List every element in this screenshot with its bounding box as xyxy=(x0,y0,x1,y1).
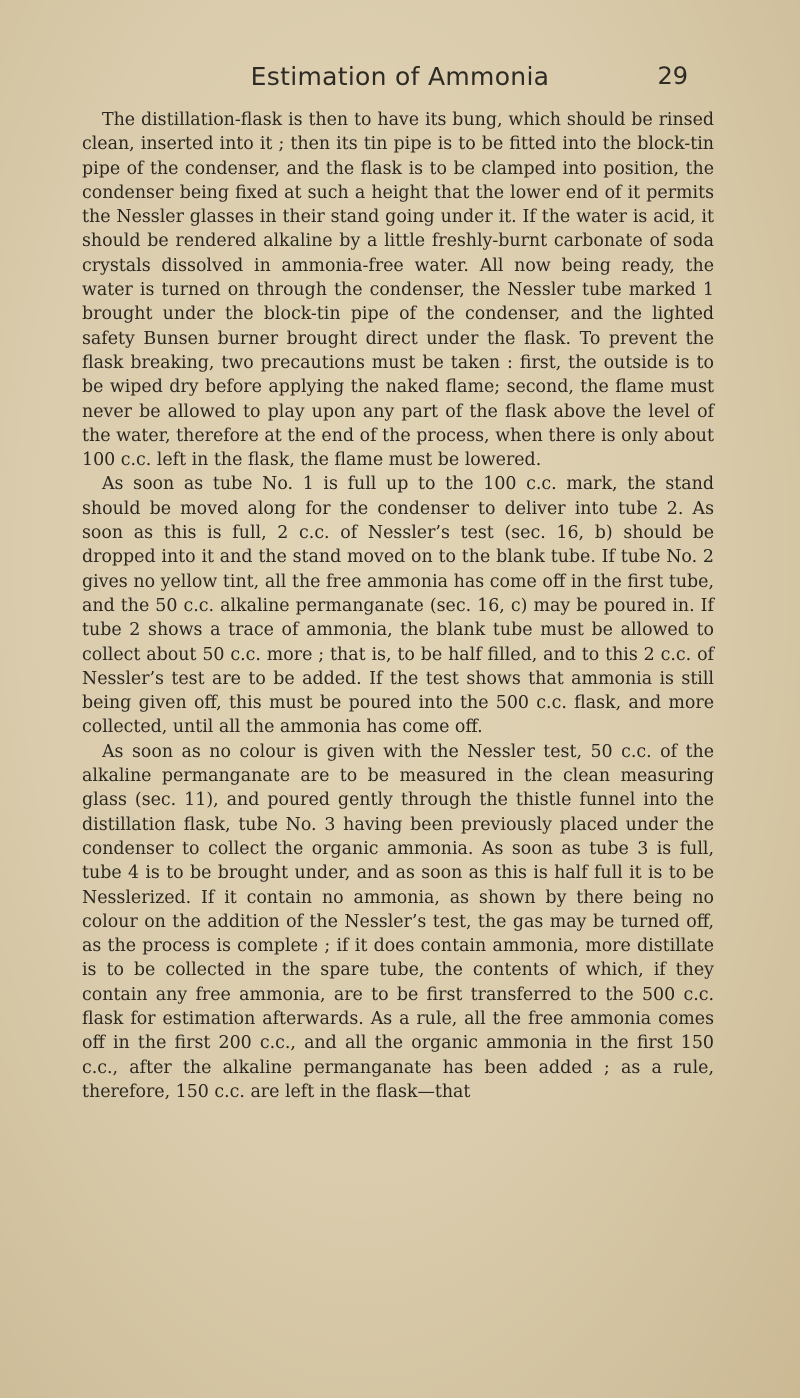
page-header xyxy=(0,62,800,98)
running-head: Estimation of Ammonia xyxy=(250,62,550,91)
paragraph: The distillation-flask is then to have its bung, which should be rinsed clean, inserted into it ; then its tin pipe is to be fitted into the block-tin pipe of the condenser, and the flask is to be clamped into position, the condenser being fixed at such a height that the lower end of it permits the Nessler glasses in their stand going under it. If the water is acid, it should be rendered alkaline by a little freshly-burnt carbonate of soda crystals dissolved in ammonia-free water. All now being ready, the water is turned on through the condenser, the Nessler tube marked 1 brought under the block-tin pipe of the condenser, and the lighted safety Bunsen burner brought direct under the flask. To prevent the flask breaking, two precautions must be taken : first, the outside is to be wiped dry before applying the naked flame; second, the flame must never be allowed to play upon any part of the flask above the level of the water, therefore at the end of the process, when there is only about 100 c.c. left in the flask, the flame must be lowered. xyxy=(82,110,714,471)
body-text xyxy=(82,108,714,1104)
paragraph: As soon as tube No. 1 is full up to the 100 c.c. mark, the stand should be moved along for the condenser to deliver into tube 2. As soon as this is full, 2 c.c. of Nessler’s test (sec. 16, b) should be dropped into it and the stand moved on to the blank tube. If tube No. 2 gives no yellow tint, all the free ammonia has come off in the first tube, and the 50 c.c. alkaline permanganate (sec. 16, c) may be poured in. If tube 2 shows a trace of ammonia, the blank tube must be allowed to collect about 50 c.c. more ; that is, to be half filled, and to this 2 c.c. of Nessler’s test are to be added. If the test shows that ammonia is still being given off, this must be poured into the 500 c.c. flask, and more collected, until all the ammonia has come off. xyxy=(82,474,714,738)
paragraph: As soon as no colour is given with the Nessler test, 50 c.c. of the alkaline permanganate are to be measured in the clean measuring glass (sec. 11), and poured gently through the thistle funnel into the distillation flask, tube No. 3 having been previously placed under the condenser to collect the organic ammonia. As soon as tube 3 is full, tube 4 is to be brought under, and as soon as this is half full it is to be Nesslerized. If it contain no ammonia, as shown by there being no colour on the addition of the Nessler’s test, the gas may be turned off, as the process is complete ; if it does contain ammonia, more distillate is to be collected in the spare tube, the contents of which, if they contain any free ammonia, are to be first transferred to the 500 c.c. flask for estimation afterwards. As a rule, all the free ammonia comes off in the first 200 c.c., and all the organic ammonia in the first 150 c.c., after the alkaline permanganate has been added ; as a rule, therefore, 150 c.c. are left in the flask—that xyxy=(82,741,714,1102)
page-number: 29 xyxy=(657,62,688,90)
